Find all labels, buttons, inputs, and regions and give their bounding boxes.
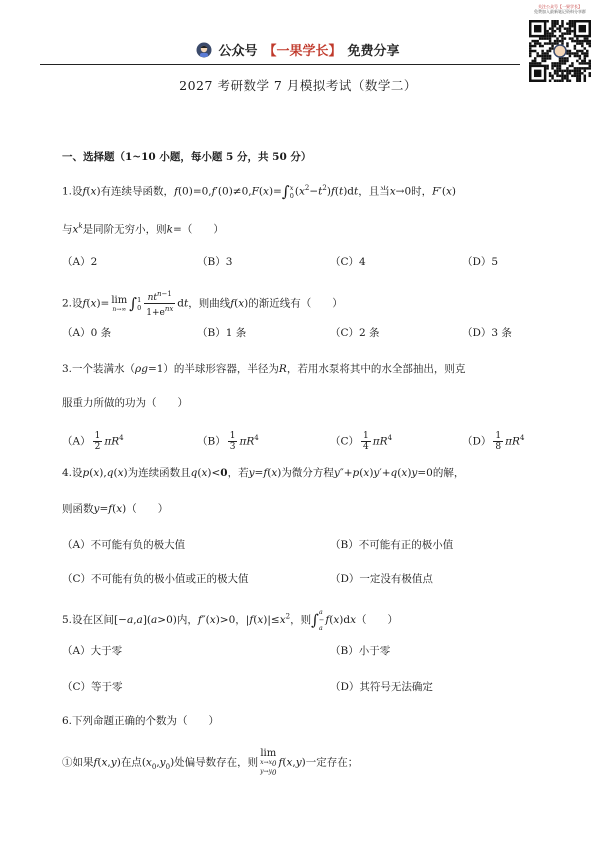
section-heading: 一、选择题（1~10 小题，每小题 5 分，共 50 分） [62, 151, 312, 163]
q2-option-c[interactable]: （C）2 条 [330, 327, 380, 339]
q5-option-c[interactable]: （C）等于零 [62, 681, 123, 693]
q5-option-a[interactable]: （A）大于零 [62, 645, 123, 657]
q3-option-a[interactable]: （A） $\frac{1}{2}$ $\pi R^4$ [62, 431, 124, 452]
brand-prefix: 公众号 [218, 44, 258, 59]
q2-option-a[interactable]: （A）0 条 [62, 327, 112, 339]
question-1-line-1: 1.设f(x)有连续导函数，f(0)=0,f′(0)≠0,F(x)=∫ x 0 $(x^2-t^2)f(t)dt$，且当x→0时，F′(x) [62, 182, 456, 201]
q5-option-b[interactable]: （B）小于零 [330, 645, 391, 657]
question-4-line-2: 则函数y=f(x)（ ） [62, 503, 169, 515]
qr-note-line2: 免费加入最新笔记资料分享群 [534, 9, 586, 14]
question-3-line-1: 3.一个装满水（ρg=1）的半球形容器，半径为R，若用水泵将其中的水全部抽出，则克 [62, 363, 466, 375]
qr-note-line1: 关注公众号【一果学长】 [538, 4, 582, 9]
brand-suffix: 免费分享 [347, 44, 400, 59]
question-1-line-2: 与$x^k$是同阶无穷小，则k=（ ） [62, 222, 224, 236]
q1-option-d[interactable]: （D）5 [462, 256, 499, 268]
qr-note [527, 4, 593, 14]
header-rule [40, 64, 520, 65]
page-title: 2027 考研数学 7 月模拟考试（数学二） [179, 78, 417, 93]
q4-option-d[interactable]: （D）一定没有极值点 [330, 573, 433, 585]
question-4-line-1: 4.设p(x),q(x)为连续函数且q(x)<0，若y=f(x)为微分方程y″+p(x)y′+q(x)y=0的解， [62, 467, 465, 479]
q5-option-d[interactable]: （D）其符号无法确定 [330, 681, 433, 693]
q1-option-a[interactable]: （A）2 [62, 256, 98, 268]
question-6-line-1: 6.下列命题正确的个数为（ ） [62, 715, 220, 727]
avatar-icon [196, 42, 212, 58]
brand-highlight: 【一果学长】 [263, 44, 342, 59]
q1-option-c[interactable]: （C）4 [330, 256, 366, 268]
q2-option-b[interactable]: （B）1 条 [197, 327, 247, 339]
question-6-item-1: ①如果f(x,y)在点$(x_0,y_0)$处偏导数存在，则 lim $x\to x_0$ $y\to y_0$ f(x,y)一定存在； [62, 748, 359, 778]
q4-option-c[interactable]: （C）不可能有负的极小值或正的极大值 [62, 573, 249, 585]
question-2-line-1: 2.设f(x)= lim n→∞ ∫ 1 0 $\frac{nt^{n-1}}{1+e^{nx}}$ dt，则曲线f(x)的渐近线有（ ） [62, 290, 343, 318]
q1-option-b[interactable]: （B）3 [197, 256, 233, 268]
q2-option-d[interactable]: （D）3 条 [462, 327, 512, 339]
question-5-line-1: 5.设在区间[−a,a](a>0)内，f″(x)>0，$|f(x)|\le x^2$，则∫ a − a f(x)dx（ ） [62, 608, 399, 632]
question-3-line-2: 服重力所做的功为（ ） [62, 397, 188, 409]
qr-code-icon [529, 20, 591, 82]
q3-option-c[interactable]: （C） $\frac{1}{4}$ $\pi R^4$ [330, 431, 393, 452]
q3-option-d[interactable]: （D） $\frac{1}{8}$ $\pi R^4$ [462, 431, 525, 452]
q3-option-b[interactable]: （B） $\frac{1}{3}$ $\pi R^4$ [197, 431, 259, 452]
brand-banner [0, 40, 596, 62]
q4-option-a[interactable]: （A）不可能有负的极大值 [62, 539, 186, 551]
q4-option-b[interactable]: （B）不可能有正的极小值 [330, 539, 454, 551]
